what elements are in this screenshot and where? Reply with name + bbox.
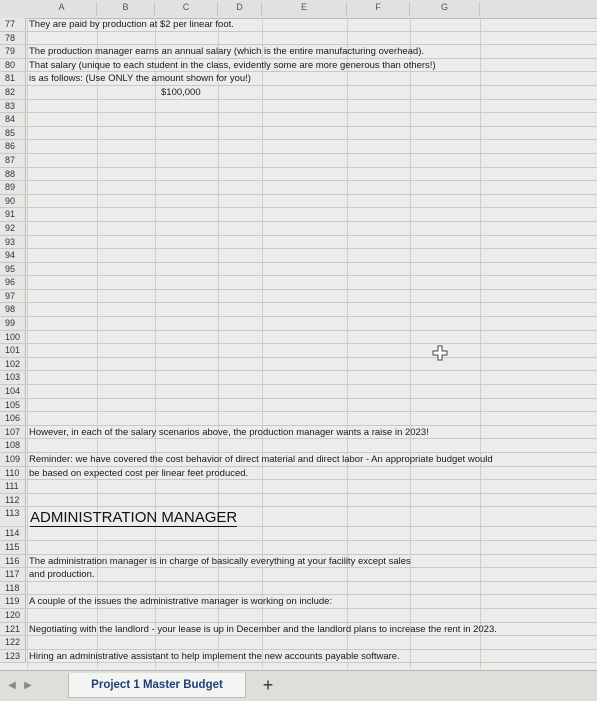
- table-row: [0, 18, 597, 32]
- crosshair-cursor-icon: [432, 345, 448, 361]
- table-row: [0, 385, 597, 399]
- next-sheet-button[interactable]: ▶: [24, 680, 32, 691]
- table-row: [0, 527, 597, 541]
- row-number[interactable]: 95: [0, 263, 26, 276]
- table-row: [0, 507, 597, 527]
- table-row: [0, 154, 597, 168]
- table-row: [0, 541, 597, 555]
- cell-text[interactable]: However, in each of the salary scenarios above, the production manager wants a raise in 2023!: [29, 426, 429, 438]
- table-row: [0, 181, 597, 195]
- table-row: [0, 32, 597, 46]
- row-number[interactable]: 94: [0, 249, 26, 262]
- cell-text[interactable]: They are paid by production at $2 per linear foot.: [29, 19, 234, 30]
- table-row: [0, 650, 597, 664]
- row-number[interactable]: 93: [0, 236, 26, 249]
- row-number[interactable]: 114: [0, 527, 26, 540]
- table-row: [0, 276, 597, 290]
- row-number[interactable]: 100: [0, 331, 26, 344]
- row-number[interactable]: 120: [0, 609, 26, 622]
- cell-text[interactable]: be based on expected cost per linear feet produced.: [29, 467, 249, 479]
- row-number[interactable]: 92: [0, 222, 26, 235]
- table-row: [0, 555, 597, 569]
- table-row: [0, 263, 597, 277]
- add-sheet-button[interactable]: +: [262, 675, 274, 695]
- table-row: [0, 439, 597, 453]
- column-header-d[interactable]: D: [218, 2, 262, 16]
- cell-text[interactable]: Hiring an administrative assistant to help implement the new accounts payable software.: [29, 650, 400, 662]
- tab-project-1-master-budget[interactable]: Project 1 Master Budget: [68, 673, 246, 698]
- row-number[interactable]: 121: [0, 623, 26, 636]
- table-row: [0, 467, 597, 481]
- table-row: [0, 595, 597, 609]
- cell-text[interactable]: The administration manager is in charge of basically everything at your facility except sales: [29, 555, 411, 567]
- row-number[interactable]: 105: [0, 399, 26, 412]
- table-row: [0, 494, 597, 508]
- row-number[interactable]: 108: [0, 439, 26, 452]
- table-row: [0, 426, 597, 440]
- row-number[interactable]: 79: [0, 45, 26, 58]
- row-number[interactable]: 117: [0, 568, 26, 581]
- table-row: [0, 127, 597, 141]
- row-number[interactable]: 115: [0, 541, 26, 554]
- row-number[interactable]: 107: [0, 426, 26, 439]
- row-number[interactable]: 86: [0, 140, 26, 153]
- table-row: [0, 582, 597, 596]
- row-number[interactable]: 80: [0, 59, 26, 72]
- table-row: [0, 113, 597, 127]
- column-header-b[interactable]: B: [97, 2, 155, 16]
- row-number[interactable]: 88: [0, 168, 26, 181]
- row-number[interactable]: 99: [0, 317, 26, 330]
- row-number[interactable]: 106: [0, 412, 26, 425]
- row-number[interactable]: 110: [0, 467, 26, 480]
- table-row: [0, 623, 597, 637]
- row-number[interactable]: 113: [0, 507, 26, 526]
- row-number[interactable]: 123: [0, 650, 26, 663]
- row-number[interactable]: 85: [0, 127, 26, 140]
- row-number[interactable]: 90: [0, 195, 26, 208]
- table-row: [0, 358, 597, 372]
- prev-sheet-button[interactable]: ◀: [8, 680, 16, 691]
- column-header-e[interactable]: E: [262, 2, 347, 16]
- table-row: [0, 636, 597, 650]
- row-number[interactable]: 77: [0, 18, 26, 31]
- row-number[interactable]: 104: [0, 385, 26, 398]
- row-number[interactable]: 102: [0, 358, 26, 371]
- row-number[interactable]: 97: [0, 290, 26, 303]
- table-row: [0, 290, 597, 304]
- table-row: [0, 371, 597, 385]
- table-row: [0, 168, 597, 182]
- row-number[interactable]: 119: [0, 595, 26, 608]
- cell-text[interactable]: Reminder: we have covered the cost behavior of direct material and direct labor - An appropriate budget would: [29, 454, 493, 465]
- cell-text[interactable]: and production.: [29, 569, 95, 581]
- table-row: [0, 344, 597, 358]
- table-row: [0, 317, 597, 331]
- table-row: [0, 236, 597, 250]
- row-number[interactable]: 109: [0, 453, 26, 466]
- salary-amount-cell[interactable]: $100,000: [161, 86, 201, 98]
- column-header-bar: [0, 0, 597, 19]
- row-number[interactable]: 103: [0, 371, 26, 384]
- table-row: [0, 331, 597, 345]
- cell-text[interactable]: The production manager earns an annual salary (which is the entire manufacturing overhead).: [29, 46, 425, 58]
- cell-text[interactable]: That salary (unique to each student in the class, evidently some are more generous than others!): [29, 59, 436, 71]
- table-row: [0, 399, 597, 413]
- cell-text[interactable]: is as follows: (Use ONLY the amount shown for you!): [29, 73, 251, 85]
- table-row: [0, 480, 597, 494]
- table-row: [0, 195, 597, 209]
- table-row: [0, 86, 597, 100]
- row-number[interactable]: 82: [0, 86, 26, 99]
- table-row: [0, 100, 597, 114]
- table-row: [0, 453, 597, 467]
- cell-grid[interactable]: [0, 18, 597, 663]
- table-row: [0, 412, 597, 426]
- row-number[interactable]: 96: [0, 276, 26, 289]
- row-number[interactable]: 87: [0, 154, 26, 167]
- row-number[interactable]: 83: [0, 100, 26, 113]
- table-row: [0, 45, 597, 59]
- row-number[interactable]: 111: [0, 480, 26, 493]
- cell-text[interactable]: Negotiating with the landlord - your lease is up in December and the landlord plans to increase the rent in 2023.: [29, 623, 497, 635]
- row-number[interactable]: 98: [0, 303, 26, 316]
- cell-text[interactable]: A couple of the issues the administrative manager is working on include:: [29, 596, 333, 608]
- row-number[interactable]: 101: [0, 344, 26, 357]
- row-number[interactable]: 116: [0, 555, 26, 568]
- column-header-g[interactable]: G: [410, 2, 480, 16]
- row-number[interactable]: 112: [0, 494, 26, 507]
- table-row: [0, 208, 597, 222]
- row-number[interactable]: 118: [0, 582, 26, 595]
- section-heading[interactable]: ADMINISTRATION MANAGER: [30, 509, 238, 527]
- column-header-a[interactable]: A: [27, 2, 97, 16]
- table-row: [0, 568, 597, 582]
- table-row: [0, 59, 597, 73]
- row-number[interactable]: 122: [0, 636, 26, 649]
- column-header-c[interactable]: C: [155, 2, 218, 16]
- column-header-f[interactable]: F: [347, 2, 410, 16]
- sheet-tab-bar: [0, 670, 597, 701]
- table-row: [0, 72, 597, 86]
- table-row: [0, 303, 597, 317]
- table-row: [0, 249, 597, 263]
- row-number[interactable]: 78: [0, 32, 26, 45]
- table-row: [0, 609, 597, 623]
- row-number[interactable]: 81: [0, 72, 26, 85]
- table-row: [0, 140, 597, 154]
- row-number[interactable]: 91: [0, 208, 26, 221]
- row-number[interactable]: 84: [0, 113, 26, 126]
- table-row: [0, 222, 597, 236]
- row-number[interactable]: 89: [0, 181, 26, 194]
